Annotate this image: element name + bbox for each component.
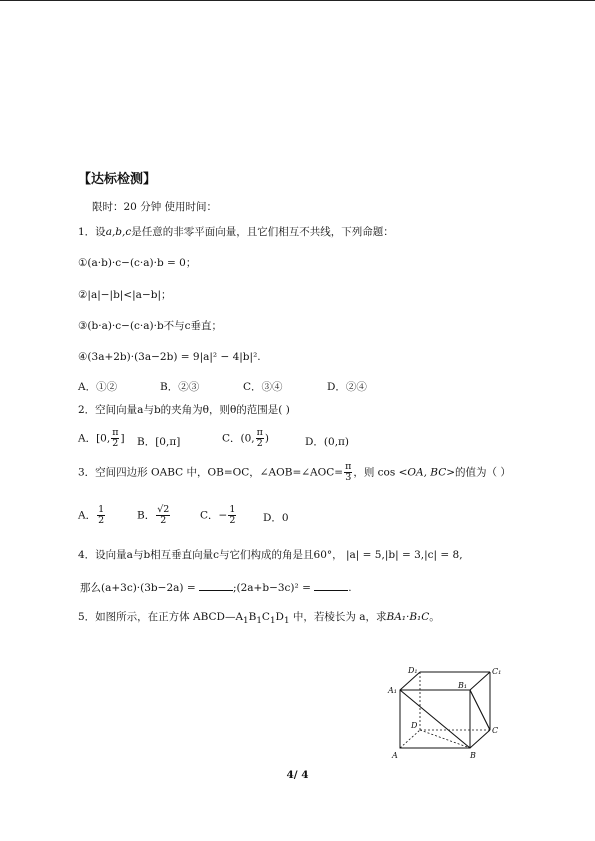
q2-option-d: D．(0,π) bbox=[305, 436, 350, 448]
q2-option-c-text: C．(0, bbox=[222, 432, 255, 445]
q3-stem-suffix-a: ，则 cos < bbox=[353, 466, 408, 479]
q3-stem-suffix-b: >的值为（ ） bbox=[446, 466, 511, 479]
q3-stem-fraction bbox=[344, 462, 352, 483]
q2-option-a-end: ] bbox=[120, 432, 125, 445]
q4-expr-1: 那么(a+3c)·(3b−2a) = bbox=[80, 582, 196, 594]
q3-option-a bbox=[78, 505, 106, 526]
section-title: 【达标检测】 bbox=[78, 172, 157, 187]
fraction-numerator: π bbox=[345, 461, 352, 472]
q3-stem-vectors: OA, BC bbox=[407, 466, 447, 479]
q2-option-a-fraction bbox=[111, 428, 119, 449]
subscript: 1 bbox=[256, 616, 262, 627]
q2-option-c bbox=[222, 428, 269, 449]
label-c1: C₁ bbox=[492, 667, 502, 676]
q1-stem bbox=[78, 225, 394, 239]
q2-option-a bbox=[78, 428, 125, 449]
q3-stem-prefix: 3．空间四边形 OABC 中，OB=OC，∠AOB=∠AOC= bbox=[78, 466, 344, 479]
subscript: 1 bbox=[283, 616, 290, 627]
q5-stem-suffix: 中，若棱长为 a，求 bbox=[289, 611, 387, 623]
q5-letter: B bbox=[248, 611, 257, 623]
fraction-denominator: 2 bbox=[112, 438, 119, 449]
label-a1: A₁ bbox=[388, 686, 397, 695]
label-b: B bbox=[470, 751, 476, 760]
fraction-denominator: 2 bbox=[160, 515, 167, 526]
q5-letter: D bbox=[275, 611, 284, 623]
q3-option-b-fraction bbox=[156, 505, 170, 526]
q1-option-c: C．③④ bbox=[243, 381, 283, 393]
q5-stem-prefix: 5．如图所示，在正方体 ABCD—A bbox=[78, 611, 244, 623]
cube-figure bbox=[378, 660, 502, 765]
label-d: D bbox=[411, 721, 418, 730]
cube-edge-bc bbox=[470, 730, 490, 748]
q2-option-b: B．[0,π] bbox=[137, 436, 181, 448]
q4-expr-2: ;(2a+b−3c)² = bbox=[232, 582, 311, 594]
subscript: 1 bbox=[269, 616, 276, 627]
q1-option-a: A．①② bbox=[78, 381, 118, 393]
q1-stem-suffix: 是任意的非零平面向量，且它们相互不共线，下列命题： bbox=[131, 226, 394, 238]
q1-item-2: ②|a|−|b|<|a−b|； bbox=[78, 289, 172, 301]
q2-option-a-text: A．[0, bbox=[78, 432, 111, 445]
q1-item-1: ①(a·b)·c−(c·a)·b = 0； bbox=[78, 257, 197, 269]
option-label: A． bbox=[78, 509, 97, 522]
q2-stem: 2．空间向量a与b的夹角为θ，则θ的范围是( ) bbox=[78, 404, 290, 416]
fraction-denominator: 2 bbox=[229, 515, 236, 526]
fraction-numerator: 1 bbox=[229, 504, 236, 515]
cube-diagonal-a1b bbox=[400, 690, 470, 748]
fraction-denominator: 2 bbox=[98, 515, 105, 526]
fraction-numerator: 1 bbox=[98, 504, 105, 515]
q1-stem-vectors: a,b,c bbox=[105, 226, 132, 238]
fraction-numerator: √2 bbox=[157, 504, 170, 515]
label-c: C bbox=[492, 726, 499, 735]
cube-diagonal-db-hidden bbox=[420, 730, 470, 748]
q5-vector-expression: BA₁·B₁C bbox=[386, 611, 430, 623]
fraction-numerator: π bbox=[256, 427, 263, 438]
option-label: B． bbox=[137, 509, 156, 522]
q5-stem bbox=[78, 610, 440, 628]
top-border bbox=[0, 0, 595, 1]
q3-stem bbox=[78, 462, 511, 483]
q3-option-b bbox=[137, 505, 171, 526]
label-d1: D₁ bbox=[408, 666, 418, 675]
q1-option-b: B．②③ bbox=[160, 381, 200, 393]
time-line: 限时：20 分钟 使用时间： bbox=[92, 201, 218, 213]
q3-option-c-fraction bbox=[228, 505, 236, 526]
q5-stem-end: 。 bbox=[429, 611, 440, 623]
q3-option-a-fraction bbox=[97, 505, 105, 526]
fraction-numerator: π bbox=[112, 427, 119, 438]
q2-option-c-fraction bbox=[256, 428, 264, 449]
q2-option-c-end: ) bbox=[264, 432, 270, 445]
q1-item-4: ④(3a+2b)·(3a−2b) = 9|a|² − 4|b|². bbox=[78, 351, 261, 363]
q4-end: . bbox=[348, 582, 352, 594]
q4-line-2 bbox=[80, 580, 352, 595]
q4-line-1: 4．设向量a与b相互垂直向量c与它们构成的角是且60°， |a| = 5,|b| = 3,|c| = 8, bbox=[78, 549, 463, 561]
label-b1: B₁ bbox=[458, 681, 468, 690]
option-label: C．− bbox=[200, 509, 228, 522]
subscript: 1 bbox=[243, 616, 249, 627]
answer-blank-1[interactable] bbox=[199, 580, 233, 591]
q1-item-3: ③(b·a)·c−(c·a)·b不与c垂直； bbox=[78, 320, 223, 332]
fraction-denominator: 3 bbox=[345, 472, 352, 483]
answer-blank-2[interactable] bbox=[314, 580, 348, 591]
fraction-denominator: 2 bbox=[256, 438, 263, 449]
cube-diagonal-b1c bbox=[470, 690, 490, 730]
cube-edge-ad-hidden bbox=[400, 730, 420, 748]
q3-option-c bbox=[200, 505, 237, 526]
cube-edge-b1c1 bbox=[470, 672, 490, 690]
q3-option-d: D．0 bbox=[263, 512, 289, 524]
q5-letter: C bbox=[261, 611, 270, 623]
q1-option-d: D．②④ bbox=[327, 381, 367, 393]
q1-stem-prefix: 1．设 bbox=[78, 226, 106, 238]
page-number: 4/ 4 bbox=[286, 769, 309, 781]
label-a: A bbox=[392, 751, 398, 760]
